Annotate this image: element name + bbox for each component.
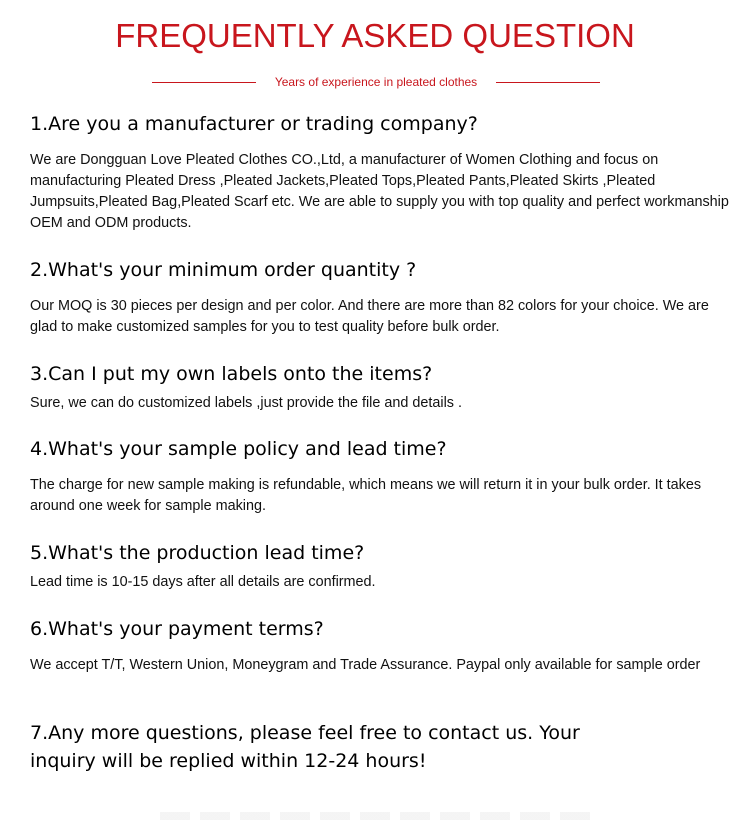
faq-subtitle: Years of experience in pleated clothes xyxy=(274,75,478,89)
question-7: 7.Any more questions, please feel free to contact us. Your inquiry will be replied within 12-24 hours! xyxy=(30,722,580,772)
question-2: 2.What's your minimum order quantity ? xyxy=(30,259,417,281)
answer-6: We accept T/T, Western Union, Moneygram and Trade Assurance. Paypal only available for sample order xyxy=(30,657,701,673)
left-divider xyxy=(152,82,256,83)
question-3: 3.Can I put my own labels onto the items? xyxy=(30,363,433,385)
right-divider xyxy=(496,82,600,83)
cropped-footer-fragment xyxy=(160,812,590,820)
question-1: 1.Are you a manufacturer or trading company? xyxy=(30,113,478,135)
faq-title: FREQUENTLY ASKED QUESTION xyxy=(115,17,635,54)
answer-3: Sure, we can do customized labels ,just provide the file and details . xyxy=(30,395,462,411)
subtitle-row xyxy=(0,72,750,92)
answer-4: The charge for new sample making is refundable, which means we will return it in your bulk order. It takes around one week for sample making. xyxy=(30,477,702,514)
answer-5: Lead time is 10-15 days after all details are confirmed. xyxy=(30,574,376,590)
question-4: 4.What's your sample policy and lead time? xyxy=(30,438,447,460)
question-6: 6.What's your payment terms? xyxy=(30,618,324,640)
answer-2: Our MOQ is 30 pieces per design and per color. And there are more than 82 colors for your choice. We are glad to make customized samples for you to test quality before bulk order. xyxy=(30,298,709,335)
answer-1: We are Dongguan Love Pleated Clothes CO.,Ltd, a manufacturer of Women Clothing and focus on manufacturing Pleated Dress ,Pleated Jackets,Pleated Tops,Pleated Pants,Pleated Skirts ,Pleated Jumpsuits,Pleated Bag,Pleated Scarf etc. We are able to supply you with top quality and perfect workmanship OEM and ODM products. xyxy=(30,152,729,231)
question-5: 5.What's the production lead time? xyxy=(30,542,365,564)
